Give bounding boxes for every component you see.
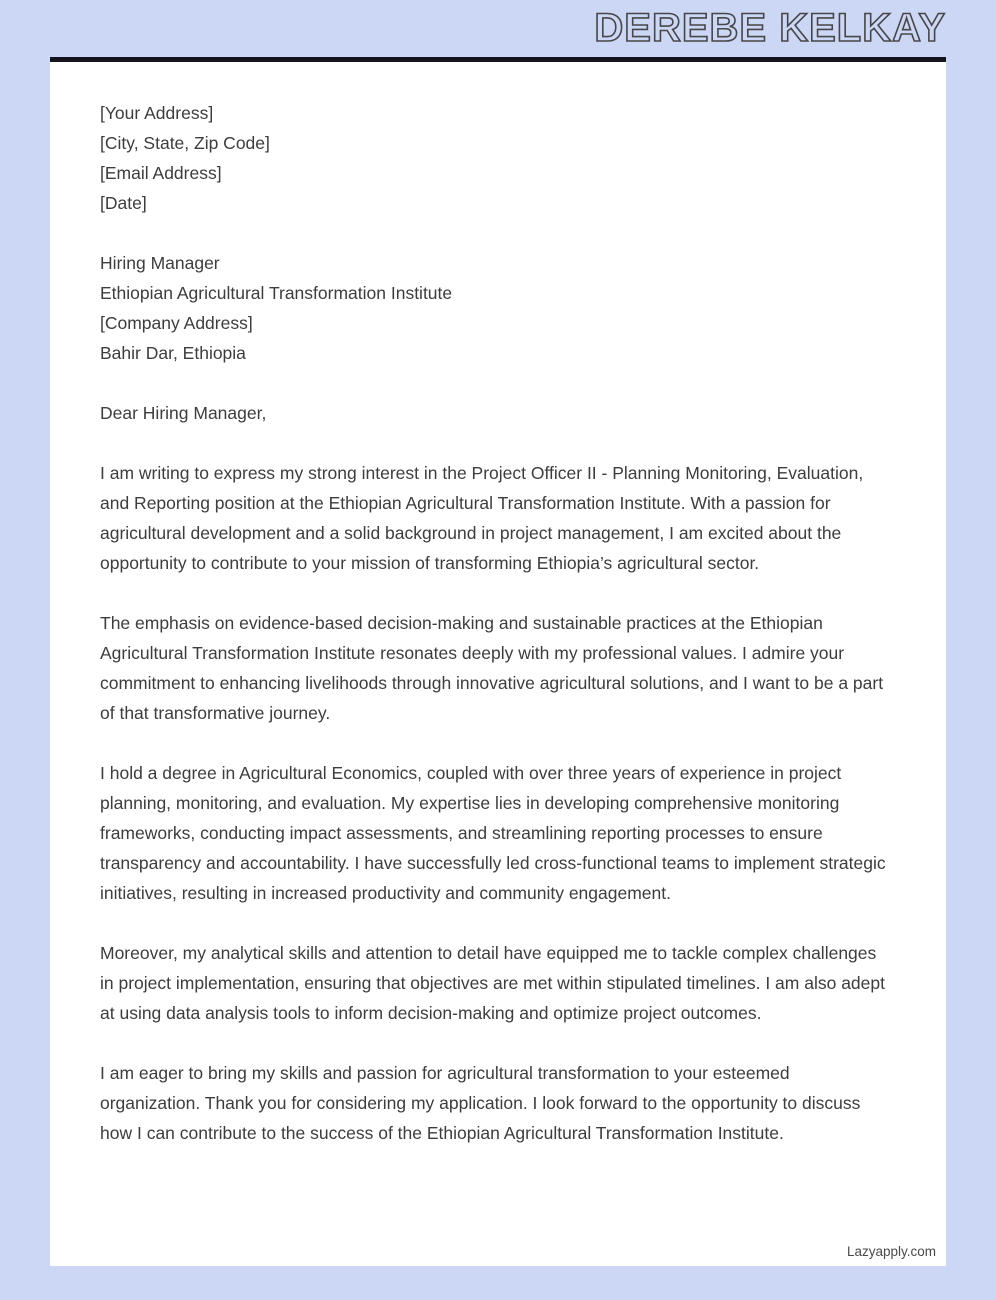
sender-date-line: [Date]	[100, 193, 147, 213]
paragraph-values: The emphasis on evidence-based decision-making and sustainable practices at the Ethiopian Agricultural Transformation Institute resonates deeply with my professional values. I admire your commitment to enhancing livelihoods through innovative agricultural solutions, and I want to be a part of that transformative journey.	[100, 613, 884, 723]
sender-address-block	[100, 98, 894, 218]
letterhead	[0, 0, 996, 57]
recipient-name-line: Hiring Manager	[100, 253, 220, 273]
recipient-address-block	[100, 248, 894, 368]
lazyapply-watermark: Lazyapply.com	[841, 1244, 936, 1259]
letter-body	[100, 458, 894, 1148]
sender-city-line: [City, State, Zip Code]	[100, 133, 270, 153]
paragraph-skills: Moreover, my analytical skills and attention to detail have equipped me to tackle complex challenges in project implementation, ensuring that objectives are met within stipulated timelines. I am also adept at using data analysis tools to inform decision-making and optimize project outcomes.	[100, 943, 885, 1023]
paragraph-experience: I hold a degree in Agricultural Economics, coupled with over three years of experience in project planning, monitoring, and evaluation. My expertise lies in developing comprehensive monitoring frameworks, conducting impact assessments, and streamlining reporting processes to ensure transparency and accountability. I have successfully led cross-functional teams to implement strategic initiatives, resulting in increased productivity and community engagement.	[100, 763, 886, 903]
salutation-block	[100, 398, 894, 428]
recipient-city-line: Bahir Dar, Ethiopia	[100, 343, 246, 363]
letter-page	[50, 57, 946, 1266]
sender-address-line: [Your Address]	[100, 103, 214, 123]
sender-email-line: [Email Address]	[100, 163, 222, 183]
candidate-name: DEREBE KELKAY	[594, 6, 946, 50]
recipient-company-line: Ethiopian Agricultural Transformation Institute	[100, 283, 453, 303]
paragraph-intro: I am writing to express my strong interest in the Project Officer II - Planning Monitoring, Evaluation, and Reporting position at the Ethiopian Agricultural Transformation Institute. With a passion for agricultural development and a solid background in project management, I am excited about the opportunity to contribute to your mission of transforming Ethiopia’s agricultural sector.	[100, 463, 864, 573]
salutation: Dear Hiring Manager,	[100, 403, 267, 423]
recipient-address-line: [Company Address]	[100, 313, 253, 333]
paragraph-closing: I am eager to bring my skills and passion for agricultural transformation to your esteemed organization. Thank you for considering my application. I look forward to the opportunity to discuss how I can contribute to the success of the Ethiopian Agricultural Transformation Institute.	[100, 1063, 861, 1143]
